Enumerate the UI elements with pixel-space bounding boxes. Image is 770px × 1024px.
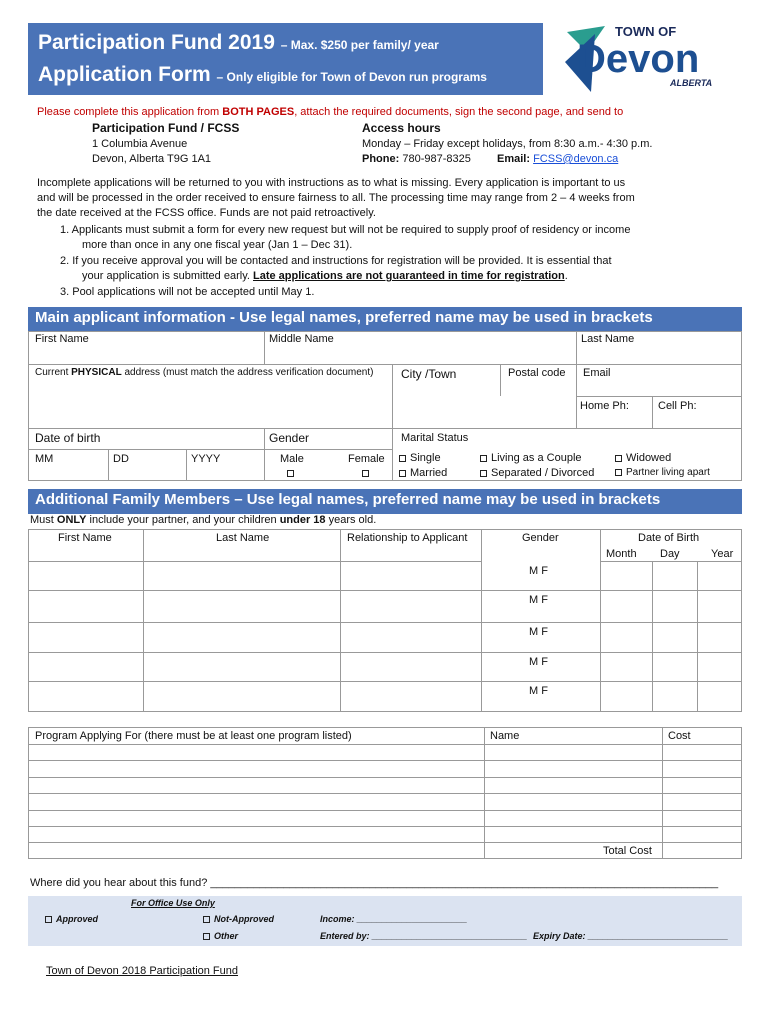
family-row-1-gender[interactable]: M F: [529, 565, 548, 577]
col-dob: Date of Birth: [638, 532, 700, 544]
col-gender: Gender: [522, 532, 559, 544]
col-dob-month: Month: [606, 548, 637, 560]
email-line: Email: FCSS@devon.ca: [497, 153, 619, 165]
col-program-name: Name: [490, 730, 520, 742]
fcss-address-1: 1 Columbia Avenue: [92, 138, 188, 150]
col-program-cost: Cost: [668, 730, 691, 742]
phone-line: Phone: 780-987-8325: [362, 153, 471, 165]
access-hours-title: Access hours: [362, 121, 441, 135]
para-line-2: and will be processed in the order received to ensure fairness to all. The processing time may range from 2 – 4 weeks from: [37, 192, 635, 204]
office-not-approved-checkbox[interactable]: Not-Approved: [203, 914, 274, 924]
rule-3: 3. Pool applications will not be accepted until May 1.: [60, 286, 315, 298]
family-members-header: Additional Family Members – Use legal names, preferred name may be used in brackets: [28, 489, 742, 514]
dob-label: Date of birth: [35, 431, 101, 445]
footer-text: Town of Devon 2018 Participation Fund: [46, 965, 239, 977]
rule-2a: 2. If you receive approval you will be contacted and instructions for registration will be provided. It is essential that: [60, 255, 612, 267]
email-link[interactable]: FCSS@devon.ca: [533, 153, 619, 165]
logo-alberta: ALBERTA: [670, 78, 713, 88]
dob-day-field[interactable]: DD: [113, 453, 129, 465]
gender-female-label: Female: [348, 453, 385, 465]
col-dob-year: Year: [711, 548, 734, 560]
para-line-3: the date received at the FCSS office. Funds are not paid retroactively.: [37, 207, 376, 219]
where-heard-field[interactable]: Where did you hear about this fund? ___________________________________________________________________________________: [30, 877, 719, 889]
col-dob-day: Day: [660, 548, 680, 560]
marital-married[interactable]: Married: [399, 467, 447, 479]
gender-male-checkbox[interactable]: [287, 467, 298, 479]
marital-status-label: Marital Status: [401, 432, 469, 444]
family-row-2-gender[interactable]: M F: [529, 594, 548, 606]
marital-widowed[interactable]: Widowed: [615, 452, 671, 464]
office-other-checkbox[interactable]: Other: [203, 931, 238, 941]
marital-single[interactable]: Single: [399, 452, 441, 464]
gender-label: Gender: [269, 431, 310, 445]
logo-devon: Devon: [577, 37, 700, 81]
office-expiry-field[interactable]: Expiry Date: ____________________________: [533, 931, 729, 941]
total-cost-label: Total Cost: [603, 845, 652, 857]
office-use-title: For Office Use Only: [131, 898, 215, 908]
fcss-org-name: Participation Fund / FCSS: [92, 121, 240, 135]
rule-1a: 1. Applicants must submit a form for every new request but will not be required to supply proof of residency or income: [60, 224, 631, 236]
col-relationship: Relationship to Applicant: [347, 532, 468, 544]
gender-female-checkbox[interactable]: [362, 467, 373, 479]
para-line-1: Incomplete applications will be returned to you with instructions as to what is missing. Every application is important to us: [37, 177, 626, 189]
marital-separated[interactable]: Separated / Divorced: [480, 467, 594, 479]
gender-male-label: Male: [280, 453, 304, 465]
postal-code-field[interactable]: Postal code: [508, 367, 566, 379]
family-row-3-gender[interactable]: M F: [529, 626, 548, 638]
marital-couple[interactable]: Living as a Couple: [480, 452, 582, 464]
family-row-4-gender[interactable]: M F: [529, 656, 548, 668]
main-applicant-header: Main applicant information - Use legal names, preferred name may be used in brackets: [28, 307, 742, 332]
form-title-2: Application Form: [38, 63, 211, 86]
form-title: Participation Fund 2019: [38, 31, 275, 54]
access-hours: Monday – Friday except holidays, from 8:30 a.m.- 4:30 p.m.: [362, 138, 653, 150]
form-subtitle-eligible: – Only eligible for Town of Devon run programs: [216, 70, 487, 84]
home-phone-field[interactable]: Home Ph:: [580, 400, 629, 412]
cell-phone-field[interactable]: Cell Ph:: [658, 400, 697, 412]
col-program: Program Applying For (there must be at least one program listed): [35, 730, 352, 742]
dob-year-field[interactable]: YYYY: [191, 453, 221, 465]
family-row-5-gender[interactable]: M F: [529, 685, 548, 697]
marital-partner-apart[interactable]: Partner living apart: [615, 467, 710, 478]
first-name-field[interactable]: First Name: [35, 333, 89, 345]
city-field[interactable]: City /Town: [401, 367, 457, 381]
family-note: Must ONLY include your partner, and your children under 18 years old.: [30, 514, 377, 526]
rule-2b: your application is submitted early. Late applications are not guaranteed in time for registration.: [82, 270, 568, 282]
rule-1b: more than once in any one fiscal year (Jan 1 – Dec 31).: [82, 239, 353, 251]
intro-instructions: Please complete this application from BOTH PAGES, attach the required documents, sign the second page, and send to: [37, 106, 624, 118]
office-approved-checkbox[interactable]: Approved: [45, 914, 98, 924]
physical-address-field[interactable]: Current PHYSICAL address (must match the address verification document): [35, 367, 374, 378]
fcss-address-2: Devon, Alberta T9G 1A1: [92, 153, 212, 165]
town-of-devon-logo: [565, 22, 730, 97]
office-income-field[interactable]: Income: ______________________: [320, 914, 468, 924]
logo-town-of: TOWN OF: [615, 24, 677, 39]
form-subtitle-max: – Max. $250 per family/ year: [280, 38, 439, 52]
title-banner: [28, 23, 543, 95]
middle-name-field[interactable]: Middle Name: [269, 333, 334, 345]
email-field[interactable]: Email: [583, 367, 611, 379]
last-name-field[interactable]: Last Name: [581, 333, 635, 345]
office-entered-by-field[interactable]: Entered by: _______________________________: [320, 931, 528, 941]
dob-month-field[interactable]: MM: [35, 453, 54, 465]
col-last-name: Last Name: [216, 532, 270, 544]
col-first-name: First Name: [58, 532, 112, 544]
